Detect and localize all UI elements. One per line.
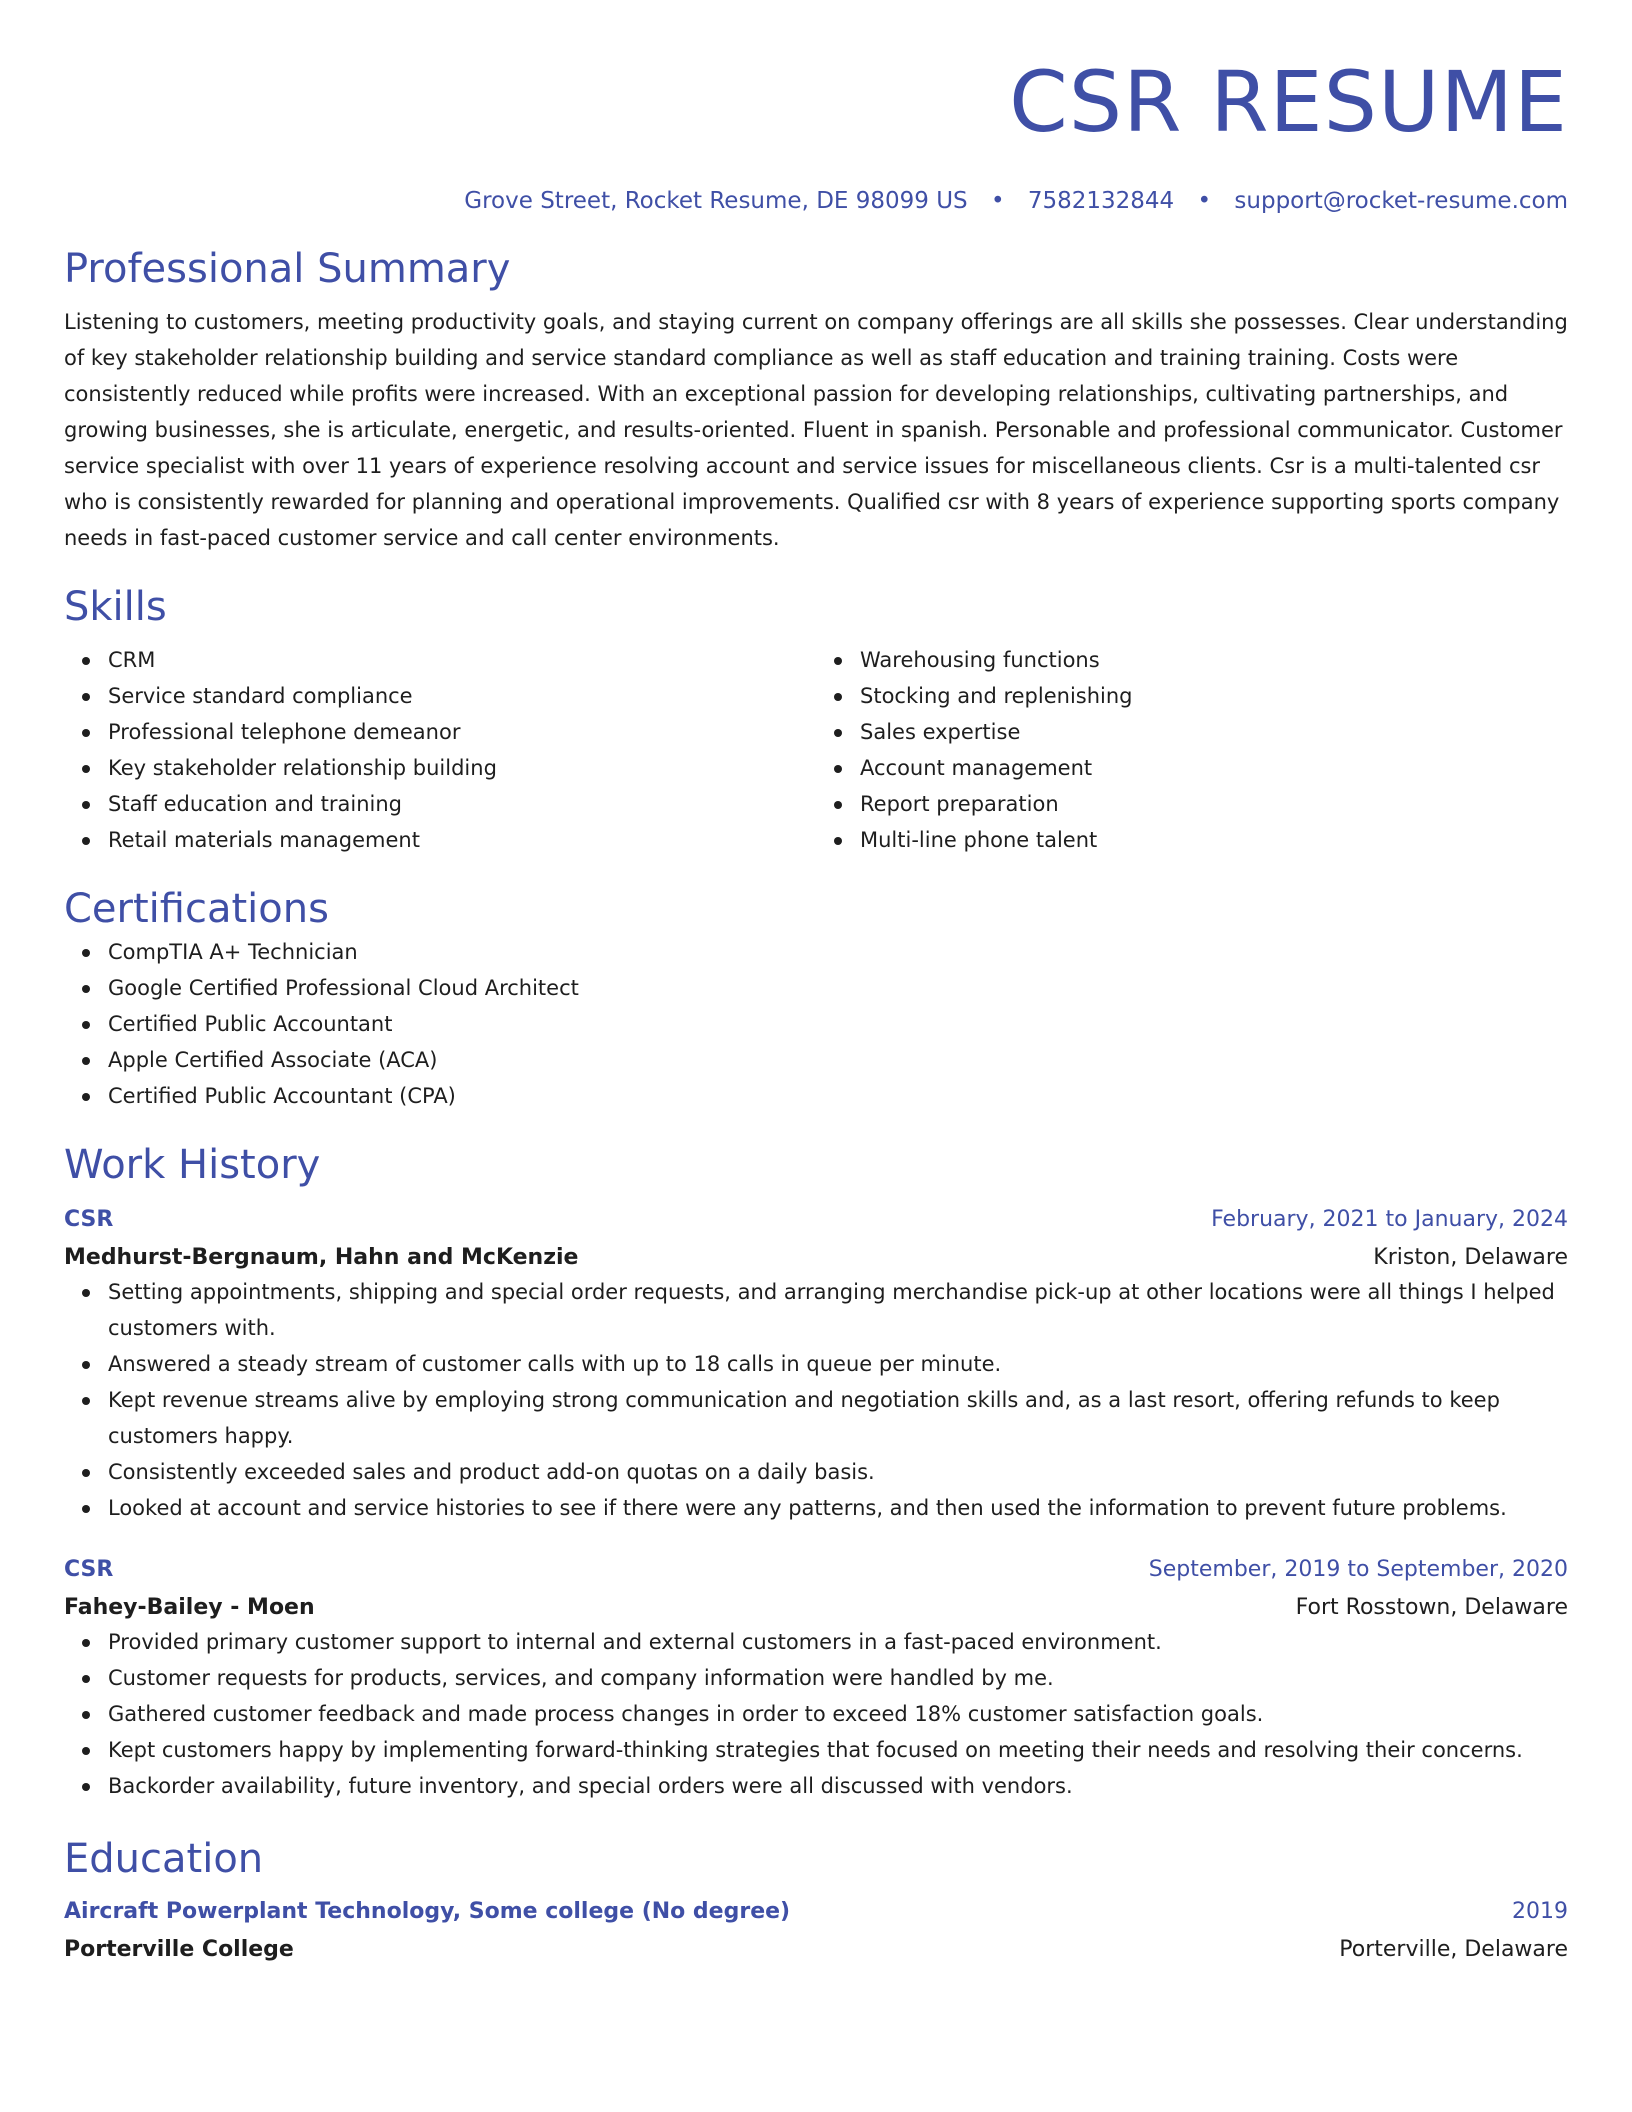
list-item: Certified Public Accountant	[108, 1006, 1568, 1042]
job-company-row	[64, 1586, 1568, 1624]
certifications-heading: Certifications	[64, 886, 329, 932]
list-item: CompTIA A+ Technician	[108, 934, 1568, 970]
summary-section	[64, 244, 1568, 556]
job-company: Fahey-Bailey - Moen	[64, 1595, 315, 1620]
list-item: Answered a steady stream of customer calls with up to 18 calls in queue per minute.	[108, 1346, 1568, 1382]
education-school: Porterville College	[64, 1937, 294, 1962]
job-title-row	[64, 1204, 1568, 1236]
skills-columns	[64, 642, 1568, 858]
education-school-row	[64, 1928, 1568, 1966]
contact-separator: •	[990, 188, 1005, 214]
list-item: Customer requests for products, services, and company information were handled by me.	[108, 1660, 1568, 1696]
list-item: Looked at account and service histories to see if there were any patterns, and then used the information to prevent future problems.	[108, 1490, 1568, 1526]
list-item: Report preparation	[860, 786, 1568, 822]
contact-address: Grove Street, Rocket Resume, DE 98099 US	[464, 188, 968, 214]
list-item: Apple Certified Associate (ACA)	[108, 1042, 1568, 1078]
education-section	[64, 1834, 1568, 1966]
skills-list-right	[816, 642, 1568, 858]
list-item: Key stakeholder relationship building	[108, 750, 816, 786]
skills-heading: Skills	[64, 584, 167, 630]
summary-heading: Professional Summary	[64, 246, 511, 292]
resume-header	[64, 0, 1568, 216]
list-item: Kept revenue streams alive by employing strong communication and negotiation skills and, as a last resort, offering refunds to keep customers happy.	[108, 1382, 1568, 1454]
job-dates: February, 2021 to January, 2024	[1211, 1207, 1568, 1232]
job-entry	[64, 1204, 1568, 1526]
job-dates: September, 2019 to September, 2020	[1148, 1557, 1568, 1582]
skills-section	[64, 582, 1568, 858]
job-company: Medhurst-Bergnaum, Hahn and McKenzie	[64, 1245, 579, 1270]
contact-phone: 7582132844	[1027, 188, 1175, 214]
resume-title: CSR RESUME	[1009, 53, 1568, 151]
list-item: Provided primary customer support to internal and external customers in a fast-paced environment.	[108, 1624, 1568, 1660]
contact-separator: •	[1197, 188, 1212, 214]
education-degree-row	[64, 1896, 1568, 1928]
list-item: Gathered customer feedback and made process changes in order to exceed 18% customer satisfaction goals.	[108, 1696, 1568, 1732]
list-item: Setting appointments, shipping and special order requests, and arranging merchandise pick-up at other locations were all things I helped customers with.	[108, 1274, 1568, 1346]
list-item: Backorder availability, future inventory, and special orders were all discussed with vendors.	[108, 1768, 1568, 1804]
job-location: Kriston, Delaware	[1373, 1245, 1568, 1270]
education-heading: Education	[64, 1836, 264, 1882]
list-item: Multi-line phone talent	[860, 822, 1568, 858]
certifications-section	[64, 884, 1568, 1114]
list-item: Retail materials management	[108, 822, 816, 858]
list-item: Kept customers happy by implementing forward-thinking strategies that focused on meeting their needs and resolving their concerns.	[108, 1732, 1568, 1768]
list-item: Consistently exceeded sales and product add-on quotas on a daily basis.	[108, 1454, 1568, 1490]
education-location: Porterville, Delaware	[1339, 1937, 1568, 1962]
job-title: CSR	[64, 1557, 114, 1582]
education-degree: Aircraft Powerplant Technology, Some college (No degree)	[64, 1899, 791, 1924]
contact-email: support@rocket-resume.com	[1234, 188, 1568, 214]
list-item: Stocking and replenishing	[860, 678, 1568, 714]
list-item: Account management	[860, 750, 1568, 786]
list-item: Sales expertise	[860, 714, 1568, 750]
list-item: Service standard compliance	[108, 678, 816, 714]
list-item: Professional telephone demeanor	[108, 714, 816, 750]
education-entry	[64, 1896, 1568, 1966]
job-title-row	[64, 1554, 1568, 1586]
list-item: Warehousing functions	[860, 642, 1568, 678]
work-history-heading: Work History	[64, 1142, 321, 1188]
job-duties-list	[64, 1624, 1568, 1804]
list-item: Certified Public Accountant (CPA)	[108, 1078, 1568, 1114]
certifications-list	[64, 934, 1568, 1114]
education-year: 2019	[1512, 1899, 1568, 1924]
skills-list-left	[64, 642, 816, 858]
list-item: Google Certified Professional Cloud Architect	[108, 970, 1568, 1006]
work-history-section	[64, 1140, 1568, 1804]
list-item: CRM	[108, 642, 816, 678]
job-entry	[64, 1554, 1568, 1804]
job-company-row	[64, 1236, 1568, 1274]
contact-line	[64, 186, 1568, 216]
job-location: Fort Rosstown, Delaware	[1295, 1595, 1568, 1620]
list-item: Staff education and training	[108, 786, 816, 822]
job-title: CSR	[64, 1207, 114, 1232]
job-duties-list	[64, 1274, 1568, 1526]
summary-text: Listening to customers, meeting productivity goals, and staying current on company offerings are all skills she possesses. Clear understanding of key stakeholder relationship building and service standard compliance as well as staff education and training training. Costs were consistently reduced while profits were increased. With an exceptional passion for developing relationships, cultivating partnerships, and growing businesses, she is articulate, energetic, and results-oriented. Fluent in spanish. Personable and professional communicator. Customer service specialist with over 11 years of experience resolving account and service issues for miscellaneous clients. Csr is a multi-talented csr who is consistently rewarded for planning and operational improvements. Qualified csr with 8 years of experience supporting sports company needs in fast-paced customer service and call center environments.	[64, 310, 1568, 550]
